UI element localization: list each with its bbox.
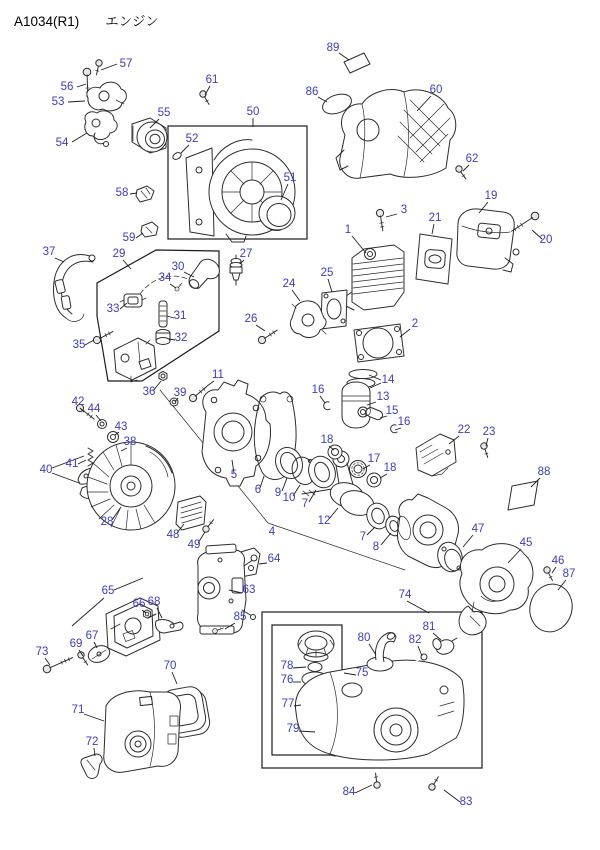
part-fuel-cap xyxy=(298,631,334,662)
part-number-label: 41 xyxy=(65,458,79,470)
part-screw-83 xyxy=(428,775,441,791)
part-number-label: 62 xyxy=(465,153,479,165)
part-cover-seal-87 xyxy=(525,579,578,636)
part-number-label: 13 xyxy=(376,391,390,403)
leader-line xyxy=(282,478,287,491)
leader-line xyxy=(85,340,94,345)
leader-line xyxy=(101,64,117,70)
part-number-label: 85 xyxy=(233,611,247,623)
part-number-label: 28 xyxy=(100,516,114,528)
leader-line xyxy=(463,535,473,547)
part-engine-cover-60 xyxy=(336,90,456,179)
part-grommet-33 xyxy=(120,294,146,307)
part-number-label: 7 xyxy=(359,531,367,543)
part-number-label: 59 xyxy=(122,232,136,244)
leader-line xyxy=(463,165,469,171)
part-number-label: 20 xyxy=(539,234,553,246)
leader-line xyxy=(352,236,366,253)
part-label-sticker-89 xyxy=(344,53,370,73)
part-number-label: 25 xyxy=(320,267,334,279)
leader-line xyxy=(68,101,85,102)
part-muffler-gasket-21 xyxy=(416,234,452,284)
part-number-label: 83 xyxy=(459,796,473,808)
part-number-label: 72 xyxy=(85,736,99,748)
part-number-label: 71 xyxy=(71,704,85,716)
part-number-label: 8 xyxy=(372,541,380,553)
leader-line xyxy=(395,428,401,430)
leader-line xyxy=(72,133,87,142)
leader-line xyxy=(293,667,306,668)
leader-line xyxy=(45,658,50,665)
part-number-label: 45 xyxy=(519,537,533,549)
part-number-label: 11 xyxy=(212,369,224,381)
part-number-label: 50 xyxy=(246,106,260,118)
part-bearing-18b xyxy=(367,473,381,487)
leader-line xyxy=(444,790,460,802)
leader-line xyxy=(259,563,267,564)
part-plug-wire-37 xyxy=(54,255,96,322)
part-number-label: 65 xyxy=(101,585,115,597)
part-number-label: 24 xyxy=(282,278,296,290)
leader-line xyxy=(256,325,265,331)
part-stator-housing-53 xyxy=(87,82,126,111)
leader-line xyxy=(328,279,332,292)
leader-line xyxy=(381,533,391,545)
leader-line xyxy=(386,214,397,217)
part-number-label: 55 xyxy=(157,107,171,119)
leader-line xyxy=(205,86,210,95)
part-number-label: 53 xyxy=(51,96,65,108)
leader-line xyxy=(432,224,434,234)
part-cylinder-cover-22 xyxy=(416,434,456,476)
part-piston-13 xyxy=(342,382,370,428)
part-number-label: 29 xyxy=(112,248,126,260)
part-number-label: 44 xyxy=(87,403,101,415)
part-number-label: 43 xyxy=(114,421,128,433)
leader-line xyxy=(367,527,375,535)
leader-line xyxy=(84,714,104,721)
part-number-label: 51 xyxy=(283,172,297,184)
part-number-label: 42 xyxy=(71,396,85,408)
leader-line xyxy=(552,567,556,573)
part-number-label: 2 xyxy=(411,318,419,330)
part-number-label: 36 xyxy=(142,386,156,398)
leader-line xyxy=(77,84,86,87)
part-screw-84 xyxy=(372,773,380,789)
part-starter-assembly-45 xyxy=(459,544,533,635)
part-number-label: 40 xyxy=(39,464,53,476)
leader-line xyxy=(355,785,372,793)
part-number-label: 19 xyxy=(484,190,498,202)
part-bolt-62 xyxy=(455,165,469,181)
part-air-cleaner-cover-71 xyxy=(104,691,181,773)
part-bolt-69 xyxy=(77,651,91,667)
part-clutch-drum-55 xyxy=(132,118,167,153)
part-number-label: 37 xyxy=(42,246,56,258)
part-intake-manifold-24 xyxy=(290,301,326,338)
part-number-label: 79 xyxy=(286,723,300,735)
part-number-label: 32 xyxy=(174,332,188,344)
part-number-label: 76 xyxy=(280,674,294,686)
part-number-label: 5 xyxy=(230,469,238,481)
part-number-label: 69 xyxy=(69,638,83,650)
part-number-label: 82 xyxy=(408,634,422,646)
part-fuel-tank xyxy=(295,660,464,760)
part-fuel-filter-81 xyxy=(431,638,457,657)
part-grille-48 xyxy=(176,496,206,530)
part-bolt-23 xyxy=(480,442,491,458)
part-number-label: 26 xyxy=(244,313,258,325)
part-clip-58 xyxy=(136,186,154,202)
part-number-label: 84 xyxy=(342,786,356,798)
part-oil-seal-9 xyxy=(271,443,307,482)
part-number-label: 61 xyxy=(205,74,219,86)
part-number-label: 7 xyxy=(301,498,309,510)
part-number-label: 60 xyxy=(429,84,443,96)
part-nut-36 xyxy=(159,371,167,380)
part-number-label: 9 xyxy=(274,487,282,499)
part-number-label: 21 xyxy=(428,212,442,224)
part-number-label: 18 xyxy=(320,434,334,446)
leader-line xyxy=(72,598,104,626)
part-bracket-54 xyxy=(85,111,117,147)
part-number-label: 22 xyxy=(457,424,471,436)
part-number-label: 66 xyxy=(132,598,146,610)
part-number-label: 23 xyxy=(482,426,496,438)
part-bolt-26 xyxy=(257,327,279,345)
part-choke-lever-68 xyxy=(155,620,183,633)
part-number-label: 47 xyxy=(471,523,485,535)
part-bolt-61 xyxy=(199,90,212,106)
part-number-label: 6 xyxy=(254,484,262,496)
part-number-label: 49 xyxy=(187,539,201,551)
part-label-sticker-88 xyxy=(508,481,538,510)
leader-line xyxy=(181,145,189,153)
part-nut-66 xyxy=(143,610,150,618)
part-washer-44 xyxy=(98,420,107,429)
part-number-label: 74 xyxy=(398,589,412,601)
part-number-label: 18 xyxy=(383,462,397,474)
part-number-label: 1 xyxy=(344,224,352,236)
part-number-label: 73 xyxy=(35,646,49,658)
leader-line xyxy=(320,396,325,403)
part-number-label: 4 xyxy=(268,526,276,538)
part-number-label: 58 xyxy=(115,187,129,199)
part-knob-72 xyxy=(81,754,102,779)
part-number-label: 35 xyxy=(72,339,86,351)
diagram-name: エンジン xyxy=(105,14,159,29)
part-number-label: 34 xyxy=(158,272,172,284)
part-clip-59 xyxy=(141,222,158,237)
leader-line xyxy=(318,97,327,102)
part-number-label: 89 xyxy=(326,42,340,54)
part-number-label: 16 xyxy=(397,416,411,428)
part-bolt-46 xyxy=(543,566,556,582)
part-number-label: 16 xyxy=(311,384,325,396)
part-screw-57 xyxy=(93,59,102,75)
part-number-label: 46 xyxy=(551,555,565,567)
part-number-label: 54 xyxy=(55,137,69,149)
part-number-label: 80 xyxy=(357,632,371,644)
part-screw-34 xyxy=(174,282,184,292)
part-starter-ring-51 xyxy=(259,196,295,231)
part-fuel-pipe-80 xyxy=(367,631,396,671)
part-number-label: 86 xyxy=(305,86,319,98)
leader-line xyxy=(369,644,376,655)
part-bolt-35 xyxy=(92,328,114,344)
part-number-label: 67 xyxy=(85,630,99,642)
part-number-label: 17 xyxy=(367,453,381,465)
leader-line xyxy=(170,284,176,288)
leader-line xyxy=(96,415,101,421)
part-number-label: 64 xyxy=(267,553,281,565)
part-number-label: 39 xyxy=(173,387,187,399)
part-number-label: 68 xyxy=(147,596,161,608)
leader-line xyxy=(418,646,422,656)
leader-line xyxy=(55,258,64,262)
part-number-label: 81 xyxy=(422,621,436,633)
part-number-label: 63 xyxy=(242,584,256,596)
leader-line xyxy=(339,53,349,60)
leader-line xyxy=(78,460,86,464)
leader-line xyxy=(114,578,143,590)
leader-line xyxy=(172,672,177,684)
part-number-label: 27 xyxy=(239,248,253,260)
part-number-label: 15 xyxy=(385,405,399,417)
part-number-label: 30 xyxy=(171,261,185,273)
leader-line xyxy=(52,473,79,483)
leader-line xyxy=(407,601,429,613)
part-number-label: 12 xyxy=(317,515,331,527)
part-spring-31 xyxy=(159,301,167,327)
leader-line xyxy=(207,381,214,386)
part-cylinder-1 xyxy=(346,245,404,310)
part-number-label: 75 xyxy=(355,667,369,679)
part-number-label: 56 xyxy=(60,81,74,93)
part-number-label: 14 xyxy=(381,374,395,386)
part-number-label: 57 xyxy=(119,58,133,70)
diagram-code: A1034(R1) xyxy=(14,14,80,29)
leader-line xyxy=(380,474,387,478)
part-number-label: 31 xyxy=(173,310,187,322)
part-number-label: 70 xyxy=(163,660,177,672)
part-number-label: 48 xyxy=(166,529,180,541)
part-clutch-spring-41 xyxy=(88,448,93,466)
part-bolt-3 xyxy=(376,209,386,231)
part-number-label: 3 xyxy=(400,204,408,216)
part-number-label: 33 xyxy=(106,303,120,315)
part-number-label: 78 xyxy=(280,660,294,672)
part-number-label: 10 xyxy=(282,492,296,504)
leader-line xyxy=(136,233,143,238)
part-number-label: 88 xyxy=(537,466,551,478)
part-plug-cap-30 xyxy=(188,255,224,290)
part-base-gasket-2 xyxy=(354,324,404,362)
part-number-label: 38 xyxy=(123,436,137,448)
part-oring-78 xyxy=(308,663,322,672)
part-terminal-32 xyxy=(156,330,170,345)
part-number-label: 87 xyxy=(562,568,576,580)
part-number-label: 52 xyxy=(185,133,199,145)
part-pin-clip-16b xyxy=(391,425,397,433)
leader-line xyxy=(292,290,300,301)
part-number-label: 77 xyxy=(281,698,295,710)
part-muffler-19 xyxy=(457,209,519,272)
part-needle-bearing-17 xyxy=(350,461,367,478)
